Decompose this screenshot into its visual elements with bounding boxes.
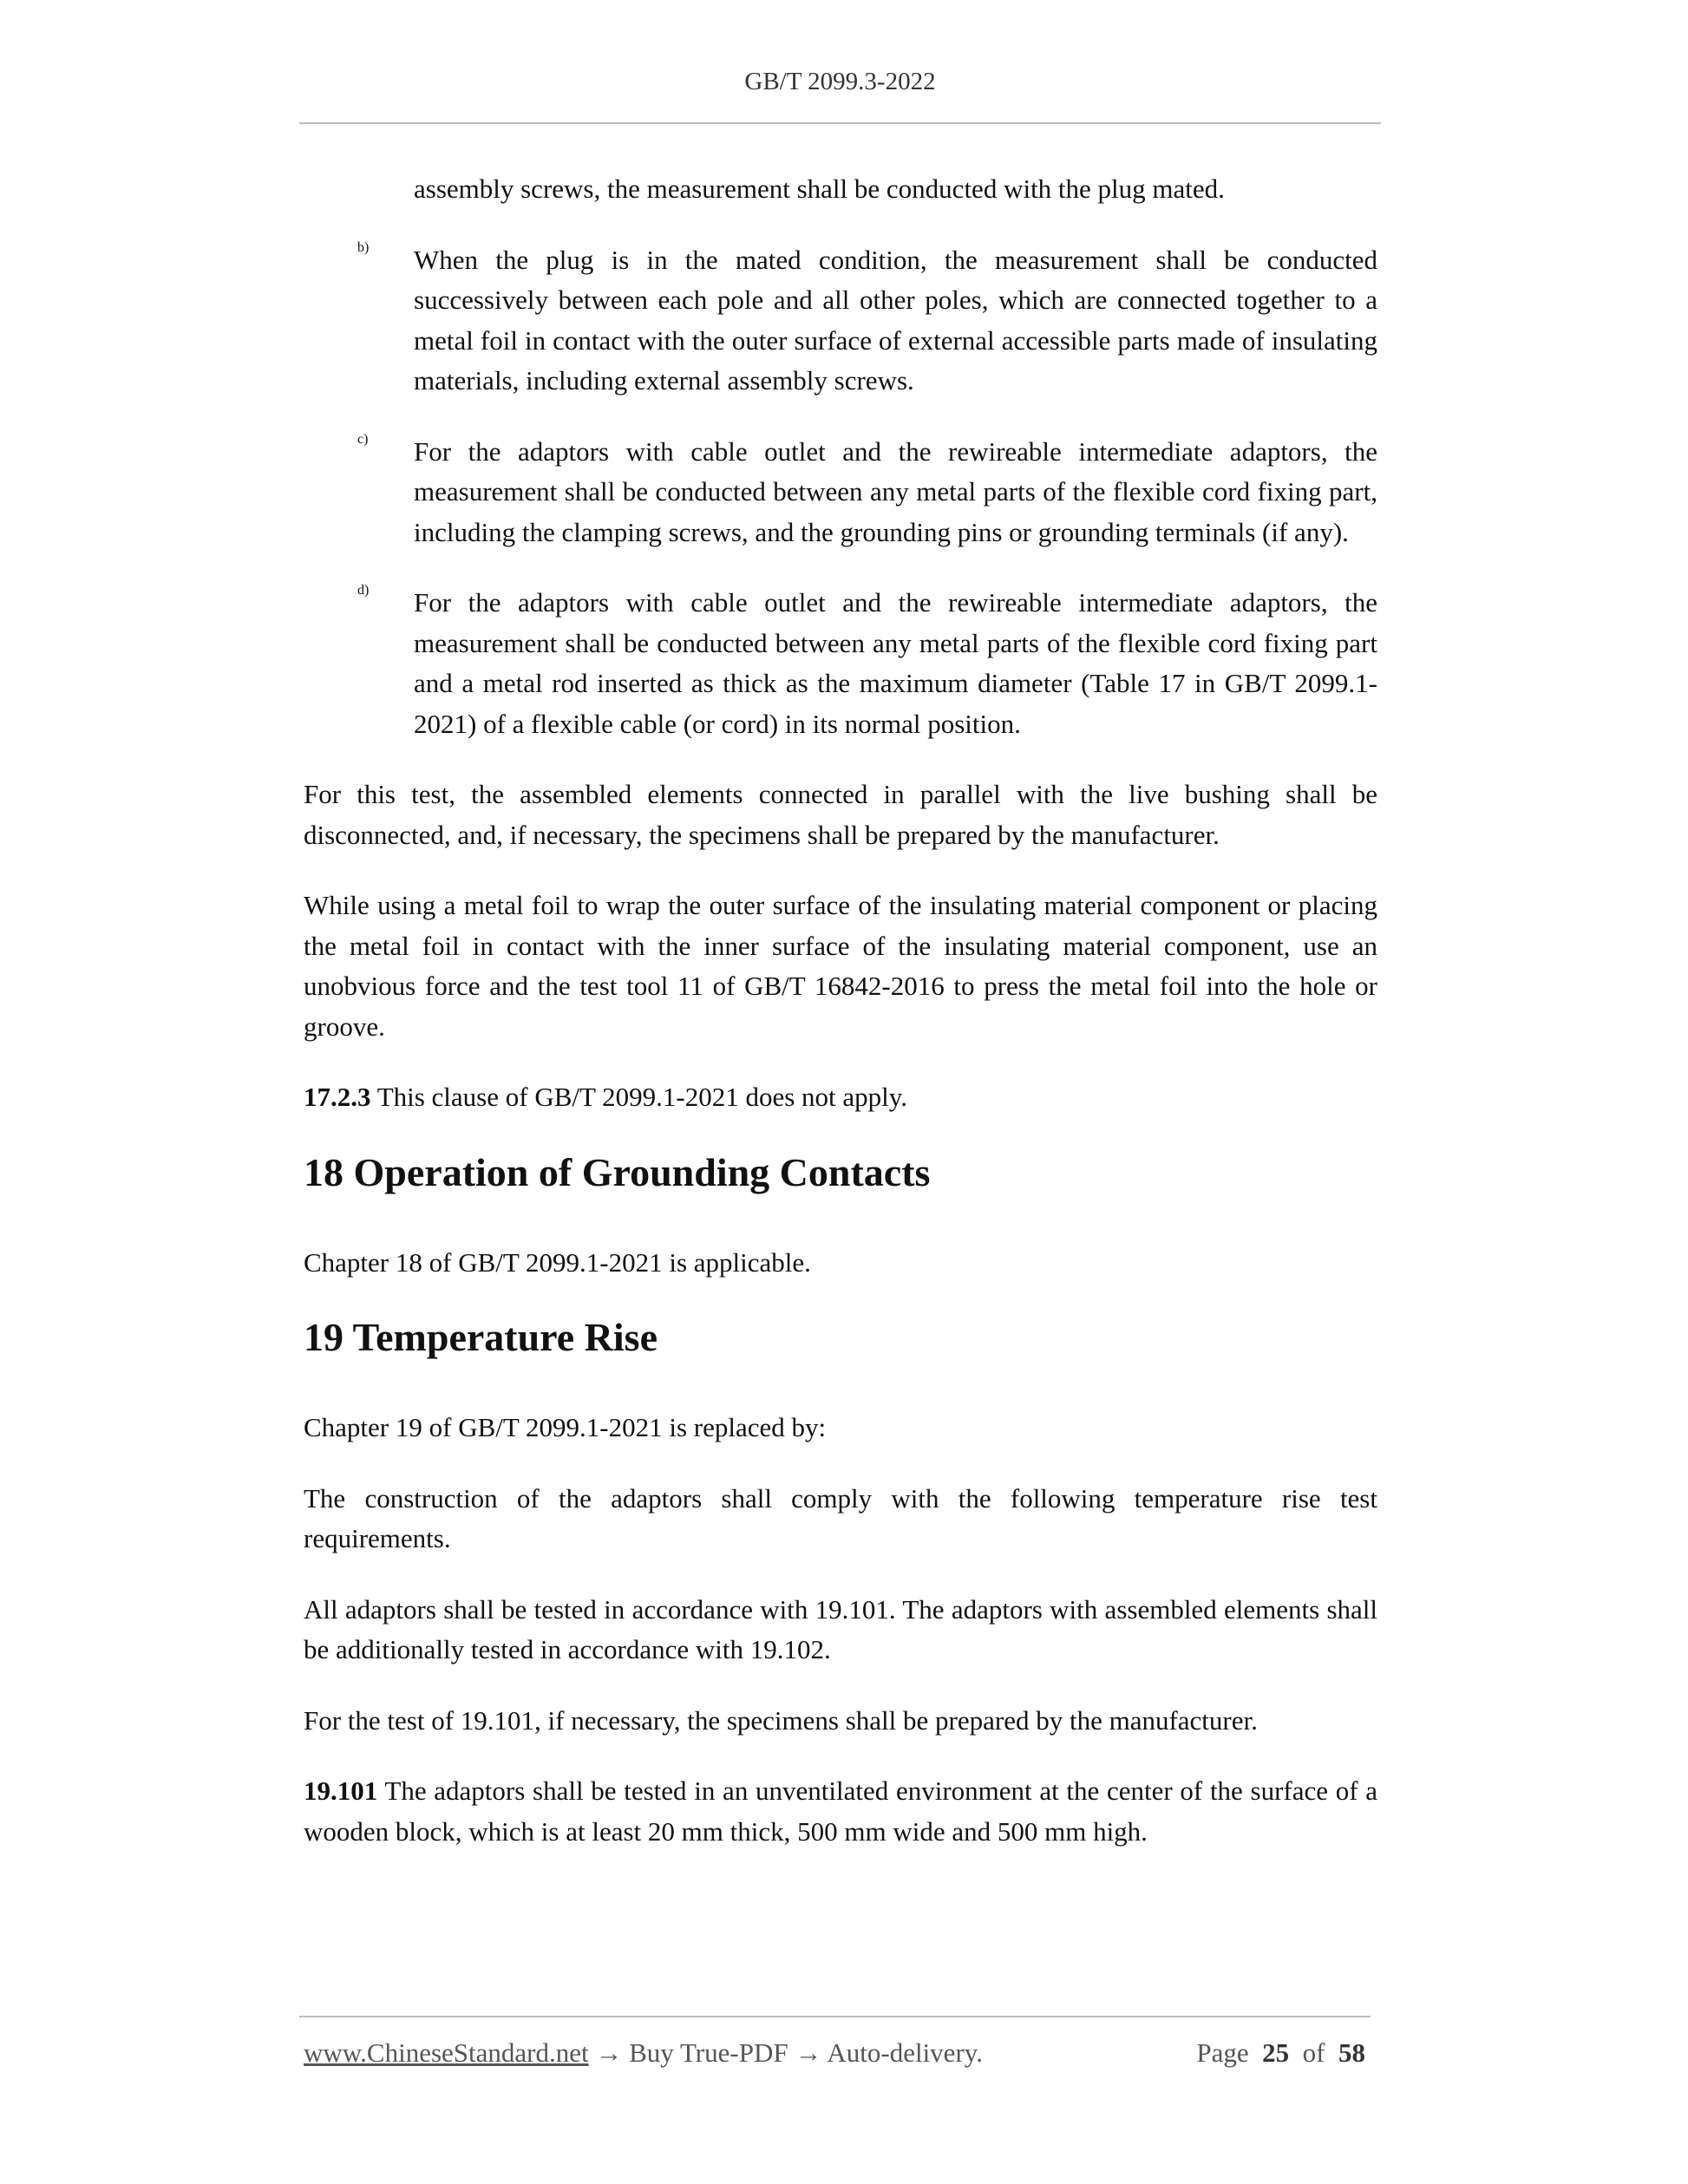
header-divider	[299, 122, 1381, 124]
clause-17-2-3	[304, 1077, 1377, 1118]
page-current: 25	[1262, 2037, 1290, 2068]
list-item-b	[304, 240, 1377, 402]
section-heading-18: 18 Operation of Grounding Contacts	[304, 1149, 931, 1194]
clause-text: The adaptors shall be tested in an unventilated environment at the center of the surface of a wooden block, which is at least 20 mm thick, 500 mm wide and 500 mm high.	[304, 1775, 1377, 1847]
footer-promo-text: → Buy True-PDF → Auto-delivery.	[588, 2037, 983, 2068]
list-item-label: d)	[357, 583, 370, 598]
footer-divider	[299, 2016, 1371, 2017]
page-word: Page	[1196, 2037, 1249, 2068]
page-number	[1196, 2034, 1365, 2072]
footer-promo	[304, 2034, 983, 2072]
list-item-text: For the adaptors with cable outlet and the rewireable intermediate adaptors, the measurement shall be conducted between any metal parts of the flexible cord fixing part and a metal rod inserted as thick as the maximum diameter (Table 17 in GB/T 2099.1-2021) of a flexible cable (or cord) in its normal position.	[414, 587, 1377, 739]
clause-text: This clause of GB/T 2099.1-2021 does not apply.	[370, 1082, 908, 1112]
list-item-label: b)	[357, 239, 370, 255]
list-item-label: c)	[357, 431, 369, 447]
page-footer	[304, 2034, 1371, 2072]
document-body	[304, 169, 1377, 1882]
clause-19-101	[304, 1771, 1377, 1852]
list-item-d	[304, 583, 1377, 744]
paragraph-test-disconnect: For this test, the assembled elements connected in parallel with the live bushing shall be disconnected, and, if necessary, the specimens shall be prepared by the manufacturer.	[304, 779, 1377, 850]
paragraph-chapter-18: Chapter 18 of GB/T 2099.1-2021 is applicable.	[304, 1246, 811, 1278]
clause-number: 17.2.3	[304, 1082, 371, 1112]
paragraph-construction: The construction of the adaptors shall comply with the following temperature rise test requirements.	[304, 1482, 1377, 1553]
paragraph-all-adaptors: All adaptors shall be tested in accordance with 19.101. The adaptors with assembled elements shall be additionally tested in accordance with 19.102.	[304, 1593, 1377, 1664]
page-total: 58	[1338, 2037, 1365, 2068]
clause-number: 19.101	[304, 1775, 378, 1806]
section-heading-19: 19 Temperature Rise	[304, 1315, 658, 1359]
list-item-c	[304, 432, 1377, 553]
of-word: of	[1302, 2037, 1325, 2068]
paragraph-metal-foil: While using a metal foil to wrap the outer surface of the insulating material component or placing the metal foil in contact with the inner surface of the insulating material component, use an unobvious force and the test tool 11 of GB/T 16842-2016 to press the metal foil into the hole or groove.	[304, 890, 1377, 1042]
page-header-title: GB/T 2099.3-2022	[744, 68, 936, 95]
continued-list-text: assembly screws, the measurement shall be conducted with the plug mated.	[414, 173, 1225, 204]
paragraph-chapter-19-replaced: Chapter 19 of GB/T 2099.1-2021 is replaced by:	[304, 1412, 827, 1442]
paragraph-test-19-101: For the test of 19.101, if necessary, the specimens shall be prepared by the manufacturer.	[304, 1704, 1258, 1736]
website-link[interactable]: www.ChineseStandard.net	[304, 2037, 589, 2068]
list-item-text: When the plug is in the mated condition, the measurement shall be conducted successively between each pole and all other poles, which are connected together to a metal foil in contact with the outer surface of external accessible parts made of insulating materials, including external assembly screws.	[414, 244, 1377, 396]
list-item-text: For the adaptors with cable outlet and the rewireable intermediate adaptors, the measurement shall be conducted between any metal parts of the flexible cord fixing part, including the clamping screws, and the grounding pins or grounding terminals (if any).	[414, 435, 1377, 547]
